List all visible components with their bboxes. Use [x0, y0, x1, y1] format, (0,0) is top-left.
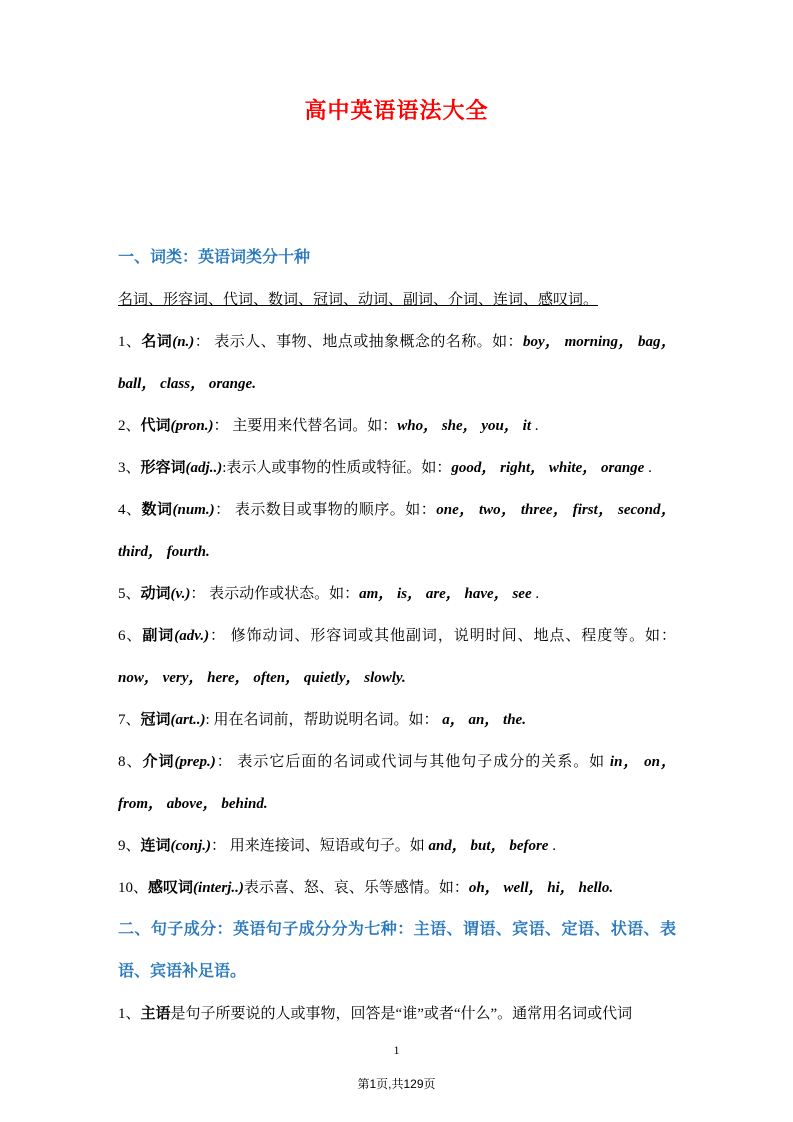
- text-run: 动词: [140, 586, 171, 602]
- text-run: (v.): [170, 586, 191, 602]
- text-run: (adj..): [185, 460, 223, 476]
- text-run: 8、: [118, 754, 143, 770]
- footer-page-number: 1: [393, 1043, 400, 1057]
- paragraph: [118, 867, 676, 909]
- paragraph: [118, 573, 676, 615]
- text-run: 5、: [118, 586, 141, 602]
- paragraph: [118, 321, 680, 405]
- paragraph: [118, 405, 676, 447]
- text-run: 二、句子成分：英语句子成分分为七种：主语、谓语、宾语、定语、状语、表语、宾语补足语。: [118, 921, 676, 980]
- text-run: a， an， the.: [442, 712, 526, 728]
- paragraph: [118, 825, 676, 867]
- text-run: 数词: [141, 502, 173, 518]
- text-run: 3、: [118, 460, 141, 476]
- text-run: 冠词: [140, 712, 171, 728]
- text-run: :表示人或事物的性质或特征。如：: [222, 460, 452, 476]
- text-run: who， she， you， it: [397, 418, 531, 434]
- text-run: ： 表示它后面的名词或代词与其他句子成分的关系。如: [215, 754, 610, 770]
- text-run: ： 表示人、事物、地点或抽象概念的名称。如：: [194, 334, 523, 350]
- paragraph: [118, 447, 676, 489]
- text-run: 9、: [118, 838, 141, 854]
- text-run: : 用在名词前，帮助说明名词。如：: [205, 712, 443, 728]
- text-run: oh， well， hi， hello.: [468, 880, 614, 896]
- text-run: .: [531, 586, 540, 602]
- text-run: (pron.): [170, 418, 214, 434]
- text-run: 连词: [140, 838, 171, 854]
- text-run: good， right， white， orange: [451, 460, 645, 476]
- text-run: 感叹词: [148, 880, 194, 896]
- text-run: 是句子所要说的人或事物，回答是“谁”或者“什么”。通常用名词或代词: [170, 1006, 633, 1022]
- paragraph: [118, 489, 680, 573]
- text-run: (adv.): [174, 628, 210, 644]
- text-run: ： 修饰动词、形容词或其他副词，说明时间、地点、程度等。如：: [209, 628, 676, 644]
- text-run: 1、: [118, 334, 142, 350]
- paragraph: [118, 741, 680, 825]
- text-run: (conj.): [170, 838, 211, 854]
- text-run: 10、: [118, 880, 149, 896]
- text-run: in， on， from， above， behind.: [118, 754, 680, 812]
- text-run: 一、词类：英语词类分十种: [118, 249, 311, 266]
- text-run: 2、: [118, 418, 141, 434]
- text-run: 6、: [118, 628, 143, 644]
- text-run: (prep.): [174, 754, 216, 770]
- text-run: .: [252, 376, 256, 392]
- text-run: 形容词: [140, 460, 186, 476]
- text-run: .: [531, 418, 539, 434]
- text-run: ： 用来连接词、短语或句子。如: [210, 838, 429, 854]
- section-heading: [118, 237, 676, 279]
- text-run: .: [644, 460, 652, 476]
- text-run: 4、: [118, 502, 142, 518]
- text-run: ： 主要用来代替名词。如：: [213, 418, 398, 434]
- document-body: [118, 237, 680, 1035]
- text-run: (interj..): [193, 880, 244, 896]
- text-run: (art..): [170, 712, 206, 728]
- text-run: 名词: [141, 334, 173, 350]
- text-run: 副词: [142, 628, 175, 644]
- paragraph: [118, 615, 676, 699]
- section-heading: [118, 909, 676, 993]
- text-run: 表示喜、怒、哀、乐等感情。如：: [243, 880, 469, 896]
- text-run: now， very， here， often， quietly， slowly.: [118, 670, 406, 686]
- text-run: 7、: [118, 712, 141, 728]
- text-run: .: [548, 838, 556, 854]
- text-run: and， but， before: [428, 838, 549, 854]
- text-run: ： 表示数目或事物的顺序。如：: [214, 502, 437, 518]
- text-run: 1、: [118, 1006, 141, 1022]
- text-run: 代词: [140, 418, 171, 434]
- paragraph: [118, 279, 676, 321]
- text-run: one， two， three， first， second， third， fourth.: [118, 502, 680, 560]
- text-run: (num.): [172, 502, 215, 518]
- paragraph: [118, 699, 676, 741]
- text-run: ： 表示动作或状态。如：: [190, 586, 360, 602]
- text-run: am， is， are， have， see: [359, 586, 532, 602]
- text-run: (n.): [172, 334, 195, 350]
- footer-page-info: 第1页,共129页: [357, 1077, 436, 1091]
- text-run: boy， morning， bag， ball， class， orange: [118, 334, 680, 392]
- text-run: 主语: [140, 1006, 171, 1022]
- document-title: 高中英语语法大全: [304, 98, 489, 123]
- paragraph: [118, 993, 676, 1035]
- text-run: 介词: [142, 754, 175, 770]
- text-run: 名词、形容词、代词、数词、冠词、动词、副词、介词、连词、感叹词。: [118, 292, 599, 308]
